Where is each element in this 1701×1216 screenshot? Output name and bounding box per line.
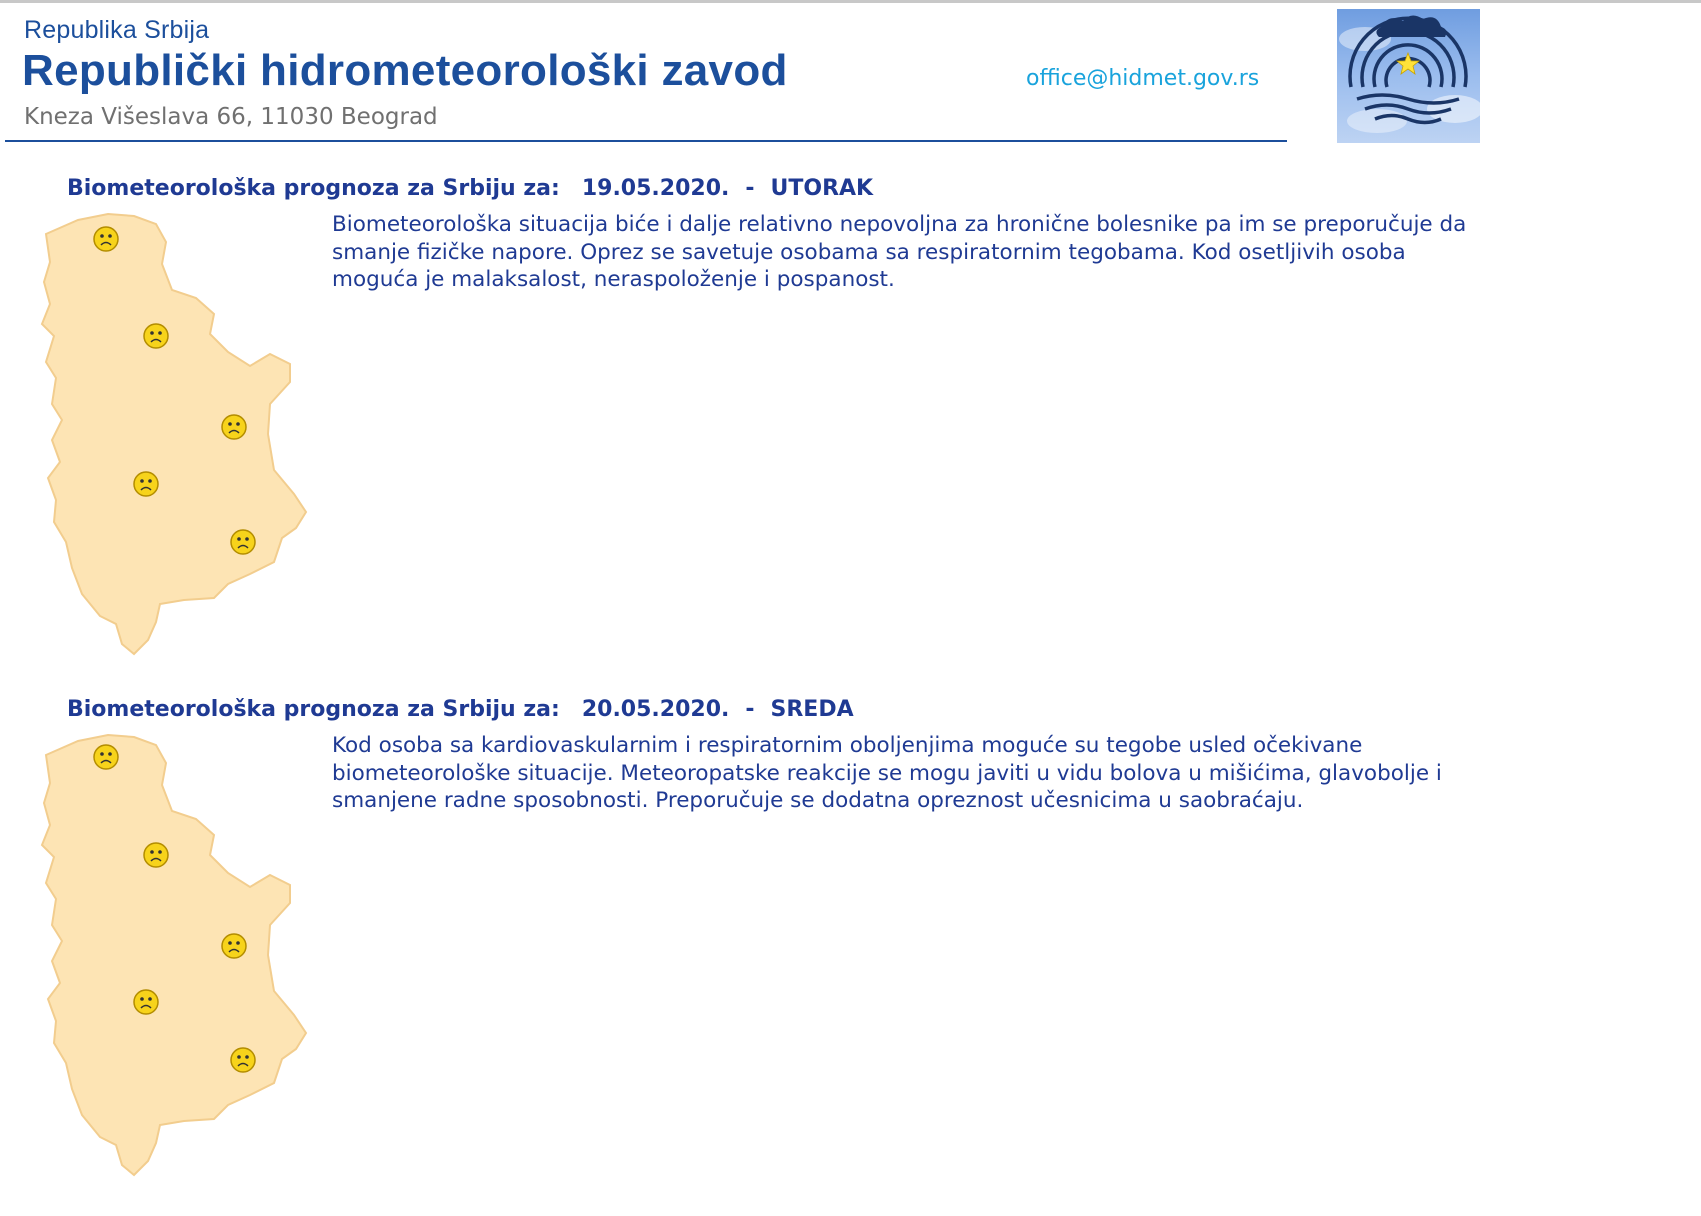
serbia-map-graphic bbox=[38, 212, 334, 662]
sad-face-icon bbox=[231, 530, 255, 554]
forecast-separator: - bbox=[745, 176, 755, 201]
sad-face-icon bbox=[144, 843, 168, 867]
serbia-map-outline bbox=[42, 735, 306, 1175]
forecast-day: UTORAK bbox=[770, 176, 874, 201]
forecast-date: 19.05.2020. bbox=[581, 176, 730, 201]
forecast-text: Biometeorološka situacija biće i dalje relativno nepovoljna za hronične bolesnike pa im se preporučuje da smanje fizičke napore. Oprez se savetuje osobama sa respiratornim tegobama. Kod osetljivih osoba moguća je malaksalost, neraspoloženje i pospanost. bbox=[332, 212, 1467, 292]
serbia-map-outline bbox=[42, 214, 306, 654]
email-link[interactable]: office@hidmet.gov.rs bbox=[1026, 66, 1260, 91]
forecast-text: Kod osoba sa kardiovaskularnim i respiratornim oboljenjima moguće su tegobe usled očekivane biometeorološke situacije. Meteoropatske reakcije se mogu javiti u vidu bolova u mišićima, glavobolje i smanjene radne sposobnosti. Preporučuje se dodatna opreznost učesnicima u saobraćaju. bbox=[332, 733, 1442, 813]
forecast-day: SREDA bbox=[770, 697, 854, 722]
sad-face-icon bbox=[222, 415, 246, 439]
forecast-title-label: Biometeorološka prognoza za Srbiju za: bbox=[67, 697, 560, 722]
serbia-map bbox=[38, 212, 334, 662]
site-header bbox=[0, 3, 1701, 148]
sad-face-icon bbox=[94, 745, 118, 769]
forecast-title bbox=[67, 176, 873, 201]
forecast-title bbox=[67, 697, 854, 722]
sad-face-icon bbox=[134, 472, 158, 496]
country-label: Republika Srbija bbox=[24, 16, 210, 44]
forecast-date: 20.05.2020. bbox=[581, 697, 730, 722]
sad-face-icon bbox=[144, 324, 168, 348]
sad-face-icon bbox=[231, 1048, 255, 1072]
sad-face-icon bbox=[94, 227, 118, 251]
address-label: Kneza Višeslava 66, 11030 Beograd bbox=[24, 104, 438, 130]
header-divider bbox=[5, 140, 1287, 142]
serbia-map-graphic bbox=[38, 733, 334, 1183]
rhmz-logo-icon[interactable] bbox=[1337, 9, 1480, 143]
organization-title[interactable]: Republički hidrometeorološki zavod bbox=[22, 46, 788, 95]
serbia-map bbox=[38, 733, 334, 1183]
forecast-separator: - bbox=[745, 697, 755, 722]
sad-face-icon bbox=[134, 990, 158, 1014]
forecast-title-label: Biometeorološka prognoza za Srbiju za: bbox=[67, 176, 560, 201]
sad-face-icon bbox=[222, 934, 246, 958]
